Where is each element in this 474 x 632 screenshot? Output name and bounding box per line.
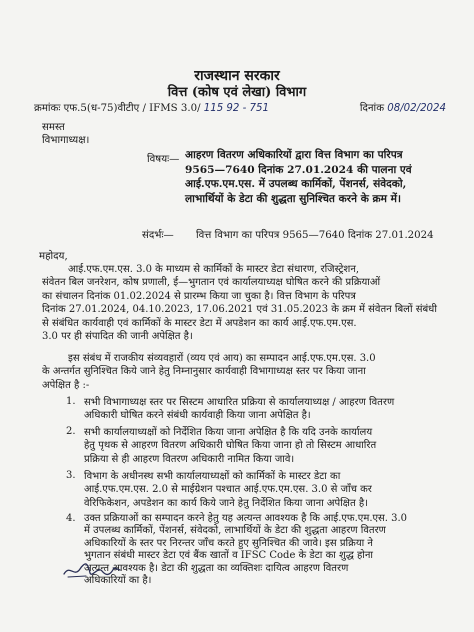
subject-label: विषयः— <box>147 154 180 165</box>
paragraph-line: 3.0 पर ही संपादित की जानी अपेक्षित है। <box>42 331 193 343</box>
reference-date <box>360 100 446 114</box>
point-line: हेतु पृथक से आहरण वितरण अधिकारी घोषित किया जाना हो तो सिस्टम आधारित <box>84 440 377 452</box>
point-line: अधिकारी घोषित करने संबंधी कार्यवाही किया जाना अपेक्षित है। <box>84 410 311 422</box>
point-number: 2. <box>66 426 76 437</box>
paragraph-1-continued <box>42 276 437 343</box>
paragraph-line: के अन्तर्गत सुनिश्चित किये जाने हेतु निम्नानुसार कार्यवाही विभागाध्यक्ष स्तर पर किया जाना <box>42 366 366 378</box>
point-2-text <box>84 426 376 466</box>
point-line: सभी कार्यालयाध्यक्षों को निर्देशित किया जाना अपेक्षित है कि यदि उनके कार्यालय <box>84 427 373 438</box>
point-line: अधिकारियों के स्तर पर निरन्तर जाँच करते हुए सुनिश्चित की जावे। इस प्रक्रिया ने <box>84 537 373 549</box>
reference-label: संदर्भः— <box>142 230 174 241</box>
point-1-text <box>84 396 394 423</box>
point-4-text <box>84 513 407 587</box>
paragraph-2-continued <box>42 365 366 392</box>
point-line: अत्यन्त आवश्यक है। डेटा की शुद्धता का व्यक्तिशः दायित्व आहरण वितरण <box>84 562 349 574</box>
reference-date-label: दिनांक <box>359 103 385 114</box>
subject-line: 9565—7640 दिनांक 27.01.2024 की पालना एवं <box>185 163 412 176</box>
reference-text: वित्त विभाग का परिपत्र 9565—7640 दिनांक 27.01.2024 <box>196 230 434 241</box>
point-line: भुगतान संबंधी मास्टर डेटा एवं बैंक खातों व IFSC Code के डेटा का शुद्ध होना <box>84 550 374 562</box>
subject-line: आई.एफ.एम.एस. में उपलब्ध कार्मिकों, पेंशनर्स, संवेदको, <box>185 178 407 191</box>
subject-line: आहरण वितरण अधिकारियों द्वारा वित्त विभाग का परिपत्र <box>185 149 403 161</box>
paragraph-line: से संबंधित कार्यवाही एवं कार्मिकों के मास्टर डेटा में अपडेशन का कार्य आई.एफ.एम.एस. <box>42 317 357 329</box>
paragraph-2 <box>68 352 376 365</box>
reference-row <box>34 100 446 114</box>
addressee-line-1: समस्त <box>42 122 65 133</box>
reference-number-label: क्रमांकः एफ.5(ध-75)वीटीए / IFMS 3.0/ <box>34 103 201 114</box>
government-heading: राजस्थान सरकार <box>194 68 280 84</box>
paragraph-line: का संचालन दिनांक 01.02.2024 से प्रारम्भ किया जा चुका है। वित्त विभाग के परिपत्र <box>42 290 356 302</box>
paragraph-1 <box>68 263 359 276</box>
paragraph-line: आई.एफ.एम.एस. 3.0 के माध्यम से कार्मिकों के मास्टर डेटा संधारण, रजिस्ट्रेशन, <box>68 264 360 275</box>
handwritten-signature <box>62 560 122 582</box>
point-number: 4. <box>66 513 76 524</box>
point-number: 1. <box>66 396 76 407</box>
reference-number-handwritten: 115 92 - 751 <box>203 103 269 114</box>
point-line: में उपलब्ध कार्मिकों, पेंशनर्स, संवेदको, लाभार्थियों के डेटा की शुद्धता आहरण वितरण <box>84 525 386 537</box>
paragraph-line: अपेक्षित है :- <box>42 379 90 391</box>
addressee-line-2: विभागाध्यक्ष। <box>42 135 90 146</box>
reference-date-handwritten: 08/02/2024 <box>387 103 446 114</box>
point-line: सभी विभागाध्यक्ष स्तर पर सिस्टम आधारित प्रक्रिया से कार्यालयाध्यक्ष / आहरण वितरण <box>84 397 395 408</box>
reference-number <box>34 100 269 114</box>
paragraph-line: संवेतन बिल जनरेशन, कोष प्रणाली, ई—भुगतान एवं कार्यालयाध्यक्ष घोषित करने की प्रक्रियाओं <box>42 277 381 289</box>
point-line: विभाग के अधीनस्थ सभी कार्यालयाध्यक्षों को कार्मिकों के मास्टर डेटा का <box>84 471 341 482</box>
department-heading: वित्त (कोष एवं लेखा) विभाग <box>167 85 307 100</box>
point-line: अधिकारियों का है। <box>84 575 152 587</box>
point-line: वेरिफिकेशन, अपडेशन का कार्य किये जाने हेतु निर्देशित किया जाना अपेक्षित है। <box>84 497 368 509</box>
point-line: प्रक्रिया से ही आहरण वितरण अधिकारी नामित किया जावे। <box>84 453 295 465</box>
point-line: आई.एफ.एम.एस. 2.0 से माईग्रेशन पश्चात आई.एफ.एम.एस. 3.0 से जाँच कर <box>84 484 372 496</box>
point-line: उक्त प्रक्रियाओं का सम्पादन करने हेतु यह अत्यन्त आवश्यक है कि आई.एफ.एम.एस. 3.0 <box>84 513 408 524</box>
paragraph-line: इस संबंध में राजकीय संव्यवहारों (व्यय एवं आय) का सम्पादन आई.एफ.एम.एस. 3.0 <box>68 353 376 364</box>
subject-text <box>185 148 412 206</box>
point-number: 3. <box>66 470 76 481</box>
paragraph-line: दिनांक 27.01.2024, 04.10.2023, 17.06.2021 एवं 31.05.2023 के क्रम में संवेतन बिलों संबंधी <box>42 304 437 316</box>
subject-line: लाभार्थियों के डेटा की शुद्धता सुनिश्चित करने के क्रम में। <box>185 192 402 205</box>
point-3-text <box>84 470 372 510</box>
salutation: महोदय, <box>39 251 68 262</box>
